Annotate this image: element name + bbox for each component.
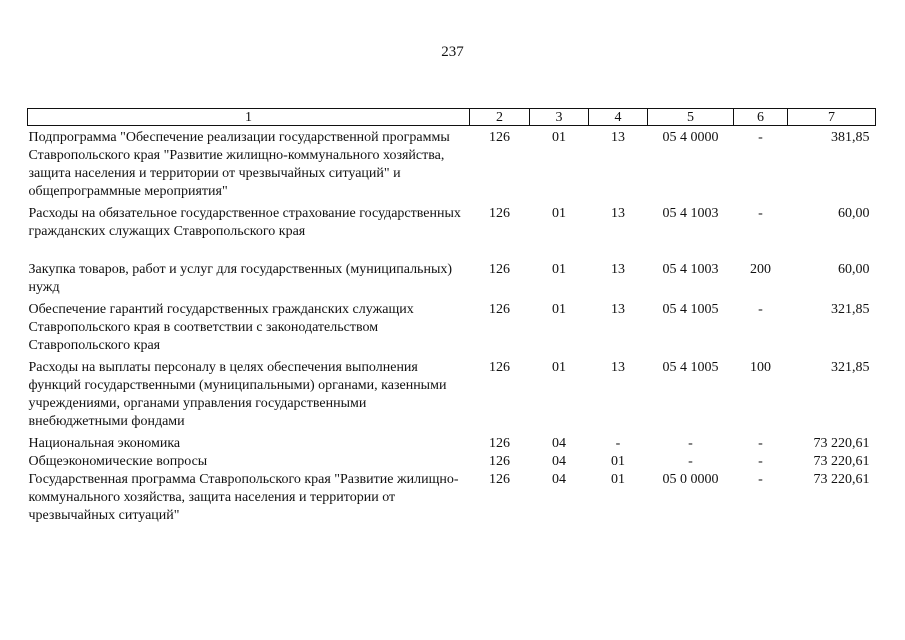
table-row (28, 359, 876, 435)
row-name: Подпрограмма "Обеспечение реализации государственной программы Ставропольского края "Развитие жилищно-коммунального хозяйства, защита населения и территории от чрезвычайных ситуаций" и общепрограммные мероприятия" (28, 130, 450, 199)
page-number: 237 (441, 44, 464, 60)
header-col-2: 2 (470, 109, 530, 126)
row-target-item: - (688, 454, 693, 469)
row-subsection-code: 01 (611, 472, 625, 487)
row-section-code: 01 (552, 206, 566, 221)
row-expense-type: - (758, 436, 763, 451)
row-section-code: 04 (552, 436, 566, 451)
header-col-4: 4 (589, 109, 648, 126)
row-ministry-code: 126 (489, 360, 510, 375)
row-target-item: - (688, 436, 693, 451)
row-target-item: 05 4 1003 (662, 262, 719, 277)
row-subsection-code: - (615, 436, 621, 451)
table-row (28, 261, 876, 301)
row-subsection-code: 13 (611, 302, 625, 317)
header-col-3: 3 (530, 109, 589, 126)
row-target-item: 05 4 1005 (662, 302, 719, 317)
table-row (28, 301, 876, 359)
row-ministry-code: 126 (489, 472, 510, 487)
row-target-item: 05 4 1005 (662, 360, 719, 375)
row-amount: 60,00 (838, 262, 870, 277)
table-row (28, 471, 876, 525)
row-target-item: 05 0 0000 (662, 472, 719, 487)
row-amount: 321,85 (831, 360, 870, 375)
row-subsection-code: 13 (611, 206, 625, 221)
row-target-item: 05 4 0000 (662, 130, 719, 145)
row-subsection-code: 13 (611, 262, 625, 277)
row-name: Национальная экономика (28, 436, 181, 451)
row-expense-type: - (758, 454, 763, 469)
budget-table (27, 108, 876, 525)
row-section-code: 01 (552, 360, 566, 375)
row-name: Расходы на обязательное государственное страхование государственных гражданских служащих Ставропольского края (28, 206, 461, 239)
row-expense-type: 100 (750, 360, 771, 375)
row-section-code: 04 (552, 472, 566, 487)
row-ministry-code: 126 (489, 454, 510, 469)
row-amount: 60,00 (838, 206, 870, 221)
row-name: Расходы на выплаты персоналу в целях обеспечения выполнения функций государственными (муниципальными) органами, казенными учреждениями, органами управления государственными внебюджетными фондами (28, 360, 447, 429)
row-amount: 321,85 (831, 302, 870, 317)
row-expense-type: - (758, 302, 763, 317)
row-target-item: 05 4 1003 (662, 206, 719, 221)
table-row (28, 435, 876, 453)
row-amount: 73 220,61 (813, 454, 870, 469)
header-col-5: 5 (648, 109, 734, 126)
row-amount: 73 220,61 (813, 436, 870, 451)
row-expense-type: - (758, 130, 763, 145)
row-name: Общеэкономические вопросы (28, 454, 208, 469)
row-subsection-code: 01 (611, 454, 625, 469)
table-row (28, 126, 876, 206)
row-name: Обеспечение гарантий государственных гражданских служащих Ставропольского края в соответствии с законодательством Ставропольского края (28, 302, 414, 353)
row-expense-type: 200 (750, 262, 771, 277)
row-name: Закупка товаров, работ и услуг для государственных (муниципальных) нужд (28, 262, 453, 295)
row-name: Государственная программа Ставропольского края "Развитие жилищно-коммунального хозяйства, защита населения и территории от чрезвычайных ситуаций" (28, 472, 459, 523)
row-expense-type: - (758, 206, 763, 221)
row-subsection-code: 13 (611, 130, 625, 145)
row-amount: 73 220,61 (813, 472, 870, 487)
row-section-code: 01 (552, 262, 566, 277)
row-ministry-code: 126 (489, 130, 510, 145)
row-amount: 381,85 (831, 130, 870, 145)
table-row (28, 205, 876, 261)
row-ministry-code: 126 (489, 262, 510, 277)
header-col-7: 7 (788, 109, 876, 126)
row-expense-type: - (758, 472, 763, 487)
row-section-code: 01 (552, 130, 566, 145)
table-header-row (28, 109, 876, 126)
table-row (28, 453, 876, 471)
header-col-1: 1 (28, 109, 470, 126)
row-ministry-code: 126 (489, 206, 510, 221)
row-ministry-code: 126 (489, 302, 510, 317)
row-subsection-code: 13 (611, 360, 625, 375)
header-col-6: 6 (734, 109, 788, 126)
row-section-code: 04 (552, 454, 566, 469)
row-ministry-code: 126 (489, 436, 510, 451)
row-section-code: 01 (552, 302, 566, 317)
